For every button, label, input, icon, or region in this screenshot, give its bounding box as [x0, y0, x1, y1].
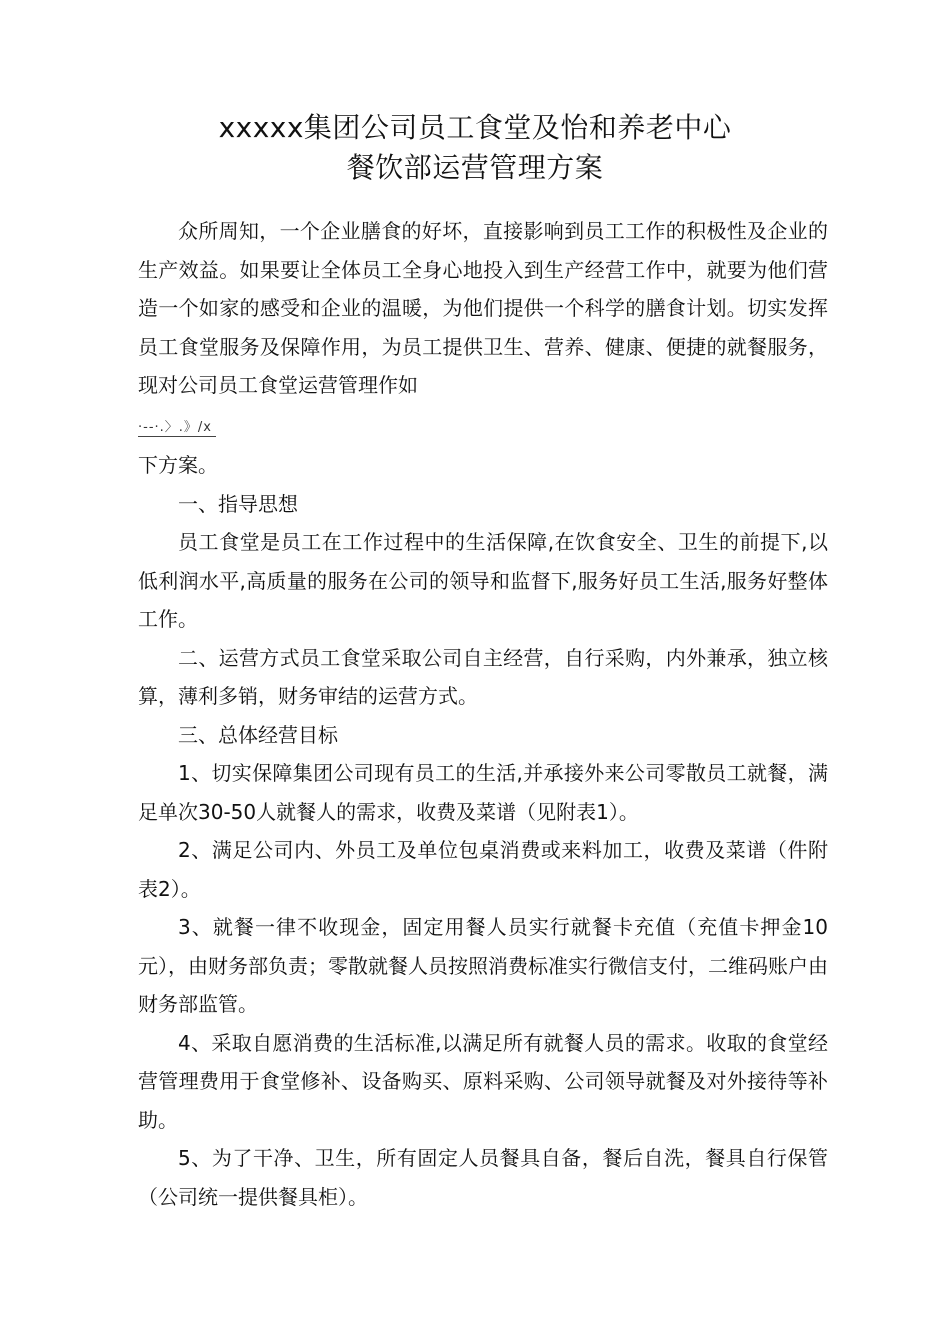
goal-item-4: 4、采取自愿消费的生活标准,以满足所有就餐人员的需求。收取的食堂经营管理费用于食堂修补、设备购买、原料采购、公司领导就餐及对外接待等补助。 [138, 1030, 828, 1132]
intro-block [138, 212, 828, 405]
handwritten-mark: ·--·.〉.》/x [138, 420, 212, 435]
handwritten-underline [138, 436, 216, 437]
intro-paragraph-end: 下方案。 [138, 453, 218, 477]
main-content [138, 446, 828, 1216]
section-1-heading: 一、指导思想 [178, 491, 298, 516]
goal-item-1: 1、切实保障集团公司现有员工的生活,并承接外来公司零散员工就餐，满足单次30-50人就餐人的需求，收费及菜谱（见附表1）。 [138, 761, 828, 824]
goal-item-5: 5、为了干净、卫生，所有固定人员餐具自备，餐后自洗，餐具自行保管（公司统一提供餐具柜）。 [138, 1146, 828, 1209]
intro-paragraph: 众所周知，一个企业膳食的好坏，直接影响到员工工作的积极性及企业的生产效益。如果要让全体员工全身心地投入到生产经营工作中，就要为他们营造一个如家的感受和企业的温暖，为他们提供一个科学的膳食计划。切实发挥员工食堂服务及保障作用，为员工提供卫生、营养、健康、便捷的就餐服务，现对公司员工食堂运营管理作如 [138, 219, 828, 397]
goal-item-3: 3、就餐一律不收现金，固定用餐人员实行就餐卡充值（充值卡押金10元），由财务部负责；零散就餐人员按照消费标准实行微信支付，二维码账户由财务部监管。 [138, 915, 828, 1016]
document-title-line-1: xxxxx集团公司员工食堂及怡和养老中心 [218, 111, 732, 144]
section-1-paragraph: 员工食堂是员工在工作过程中的生活保障,在饮食安全、卫生的前提下,以低利润水平,高质量的服务在公司的领导和监督下,服务好员工生活,服务好整体工作。 [138, 530, 828, 631]
section-3-heading: 三、总体经营目标 [178, 722, 338, 747]
section-2-paragraph: 二、运营方式员工食堂采取公司自主经营，自行采购，内外兼承，独立核算，薄利多销，财务审结的运营方式。 [138, 645, 828, 708]
goal-item-2: 2、满足公司内、外员工及单位包桌消费或来料加工，收费及菜谱（件附表2）。 [138, 838, 828, 901]
document-title-line-2: 餐饮部运营管理方案 [346, 151, 604, 184]
